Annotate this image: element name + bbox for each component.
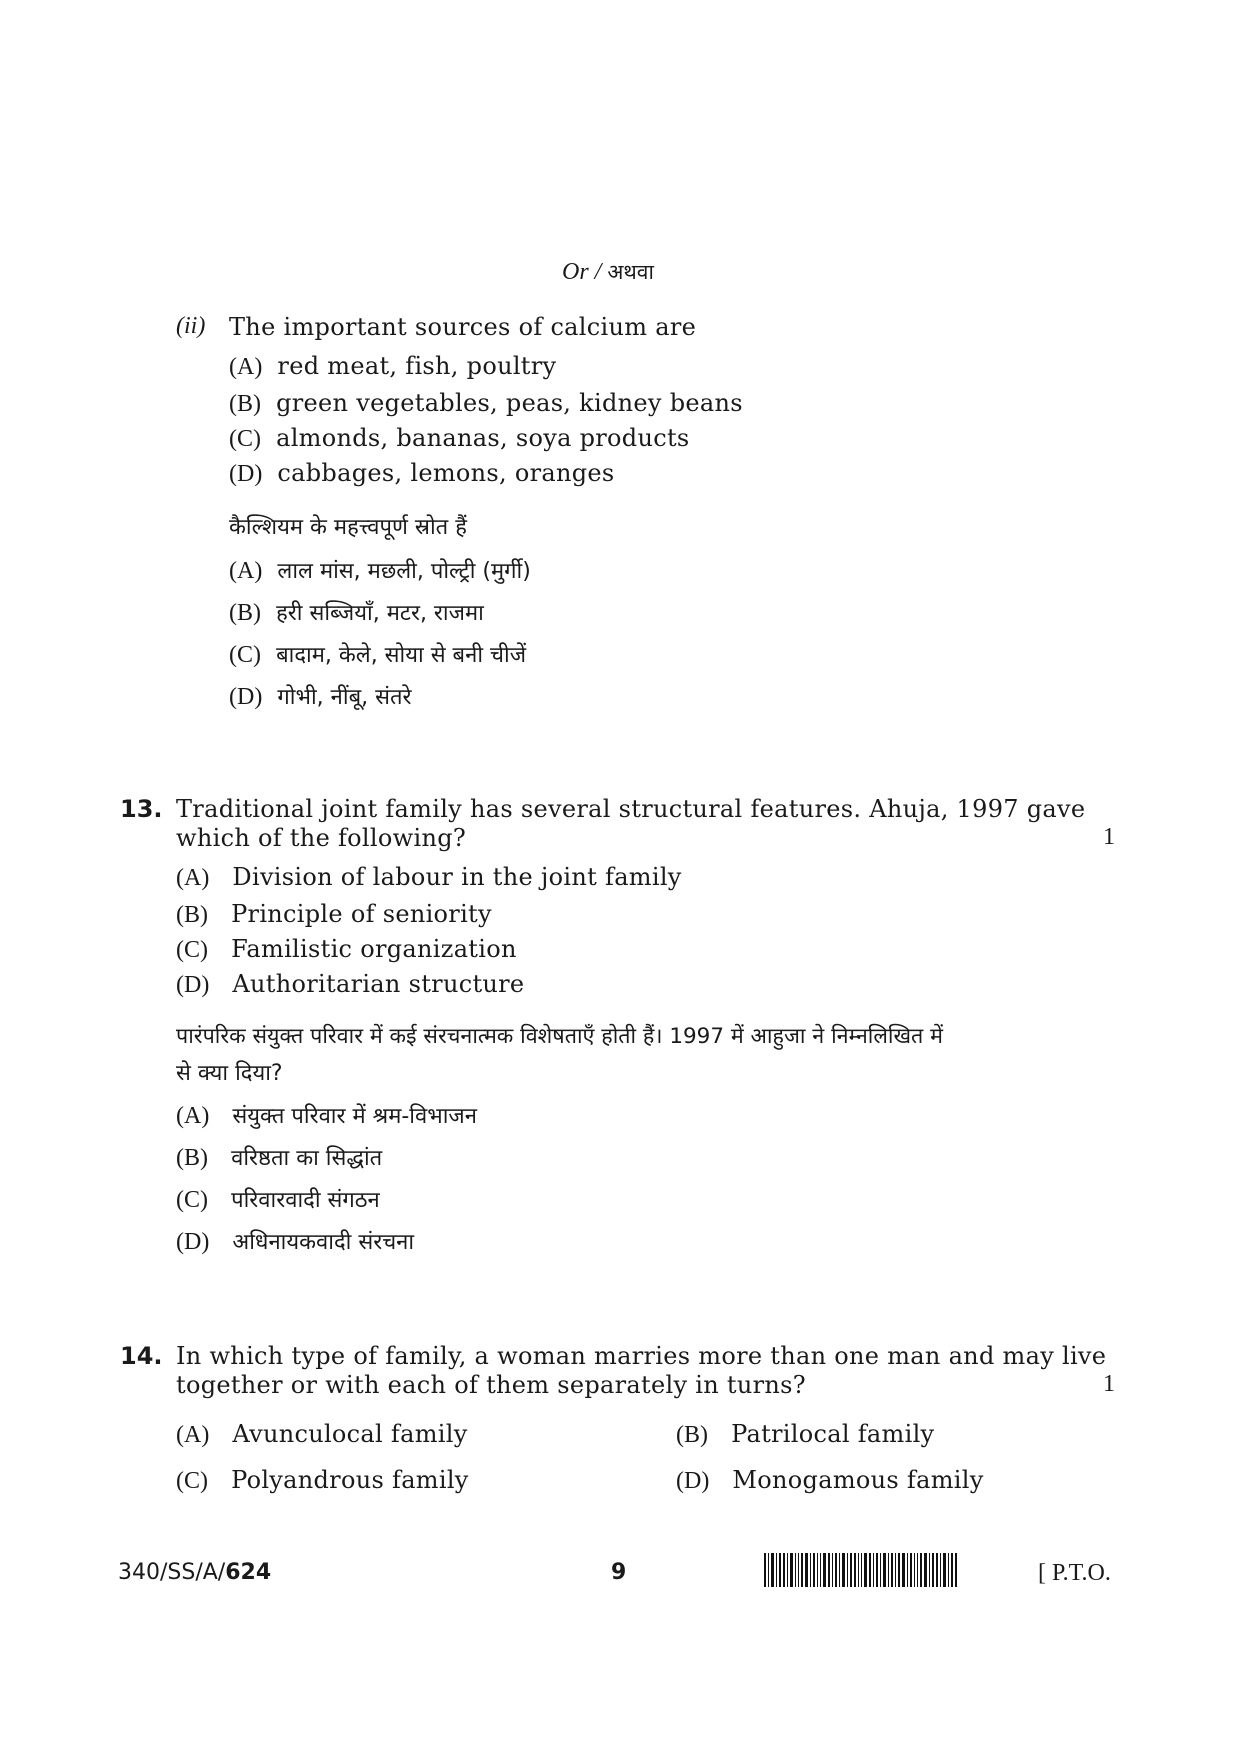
option-text: Polyandrous family bbox=[231, 1466, 469, 1494]
option-text: Division of labour in the joint family bbox=[232, 863, 682, 891]
question-text-hindi: कैल्शियम के महत्त्वपूर्ण स्रोत हैं bbox=[229, 515, 467, 540]
option-label: (B) bbox=[229, 391, 261, 417]
paper-code bbox=[118, 1560, 271, 1585]
option-text: green vegetables, peas, kidney beans bbox=[276, 389, 743, 417]
option-row bbox=[676, 1420, 934, 1449]
paper-code-prefix: 340/SS/A/ bbox=[118, 1560, 226, 1585]
option-row bbox=[176, 863, 682, 892]
option-label: (A) bbox=[176, 865, 210, 891]
sub-question-marker: (ii) bbox=[176, 313, 206, 339]
option-row bbox=[676, 1466, 984, 1495]
paper-code-number: 624 bbox=[225, 1560, 272, 1585]
option-label: (B) bbox=[676, 1422, 708, 1448]
page-number: 9 bbox=[611, 1560, 627, 1585]
question-text: In which type of family, a woman marries more than one man and may live bbox=[176, 1342, 1107, 1370]
pto-label: [ P.T.O. bbox=[1038, 1560, 1111, 1586]
option-text: cabbages, lemons, oranges bbox=[277, 459, 615, 487]
question-text-hindi: पारंपरिक संयुक्त परिवार में कई संरचनात्मक विशेषताएँ होती हैं। 1997 में आहुजा ने निम्नलिखित में bbox=[176, 1024, 943, 1049]
marks: 1 bbox=[1103, 824, 1115, 850]
option-text: परिवारवादी संगठन bbox=[231, 1188, 380, 1213]
option-label: (C) bbox=[176, 1468, 208, 1494]
option-label: (A) bbox=[229, 354, 263, 380]
question-text: The important sources of calcium are bbox=[229, 313, 697, 341]
option-row bbox=[229, 459, 615, 488]
option-row bbox=[229, 389, 743, 418]
or-label-en: Or / bbox=[562, 259, 602, 285]
option-row bbox=[229, 424, 690, 453]
question-number: 14. bbox=[120, 1342, 163, 1370]
option-label: (C) bbox=[176, 937, 208, 963]
option-row-hindi bbox=[176, 1100, 477, 1130]
option-label: (A) bbox=[176, 1422, 210, 1448]
option-row-hindi bbox=[229, 555, 531, 585]
option-row-hindi bbox=[229, 597, 484, 627]
option-row bbox=[176, 1420, 468, 1449]
option-label: (C) bbox=[229, 426, 261, 452]
option-text: हरी सब्जियाँ, मटर, राजमा bbox=[276, 601, 484, 626]
option-row bbox=[176, 935, 517, 964]
question-number: 13. bbox=[120, 795, 163, 823]
option-label: (C) bbox=[229, 642, 261, 668]
question-text: which of the following? bbox=[176, 824, 467, 852]
option-text: red meat, fish, poultry bbox=[277, 352, 557, 380]
option-label: (D) bbox=[176, 1229, 210, 1255]
option-text: बादाम, केले, सोया से बनी चीजें bbox=[276, 643, 527, 668]
option-row bbox=[176, 970, 524, 999]
option-label: (A) bbox=[176, 1103, 210, 1129]
option-label: (C) bbox=[176, 1187, 208, 1213]
option-text: Authoritarian structure bbox=[232, 970, 525, 998]
option-label: (B) bbox=[176, 902, 208, 928]
option-row-hindi bbox=[229, 681, 412, 711]
question-text: together or with each of them separately in turns? bbox=[176, 1371, 806, 1399]
option-text: संयुक्त परिवार में श्रम-विभाजन bbox=[232, 1104, 477, 1129]
or-separator bbox=[562, 258, 654, 286]
option-row-hindi bbox=[229, 639, 526, 669]
option-row-hindi bbox=[176, 1184, 380, 1214]
option-text: Principle of seniority bbox=[231, 900, 492, 928]
option-text: लाल मांस, मछली, पोल्ट्री (मुर्गी) bbox=[277, 559, 531, 584]
option-label: (B) bbox=[176, 1145, 208, 1171]
option-text: वरिष्ठता का सिद्धांत bbox=[231, 1146, 383, 1171]
option-label: (D) bbox=[229, 461, 263, 487]
barcode-image bbox=[764, 1553, 959, 1587]
option-row-hindi bbox=[176, 1142, 382, 1172]
option-row bbox=[176, 900, 492, 929]
option-text: अधिनायकवादी संरचना bbox=[232, 1230, 415, 1255]
option-text: almonds, bananas, soya products bbox=[276, 424, 690, 452]
option-text: Patrilocal family bbox=[731, 1420, 935, 1448]
option-label: (B) bbox=[229, 600, 261, 626]
question-text: Traditional joint family has several structural features. Ahuja, 1997 gave bbox=[176, 795, 1086, 823]
option-label: (D) bbox=[229, 684, 263, 710]
option-label: (D) bbox=[176, 972, 210, 998]
option-row bbox=[176, 1466, 469, 1495]
marks: 1 bbox=[1103, 1371, 1115, 1397]
option-text: Familistic organization bbox=[231, 935, 517, 963]
option-row bbox=[229, 352, 556, 381]
option-text: Avunculocal family bbox=[232, 1420, 468, 1448]
option-text: Monogamous family bbox=[732, 1466, 984, 1494]
or-label-hi: अथवा bbox=[607, 260, 654, 284]
option-label: (D) bbox=[676, 1468, 710, 1494]
option-row-hindi bbox=[176, 1226, 414, 1256]
option-text: गोभी, नींबू, संतरे bbox=[277, 685, 412, 710]
question-text-hindi: से क्या दिया? bbox=[176, 1061, 283, 1086]
option-label: (A) bbox=[229, 558, 263, 584]
